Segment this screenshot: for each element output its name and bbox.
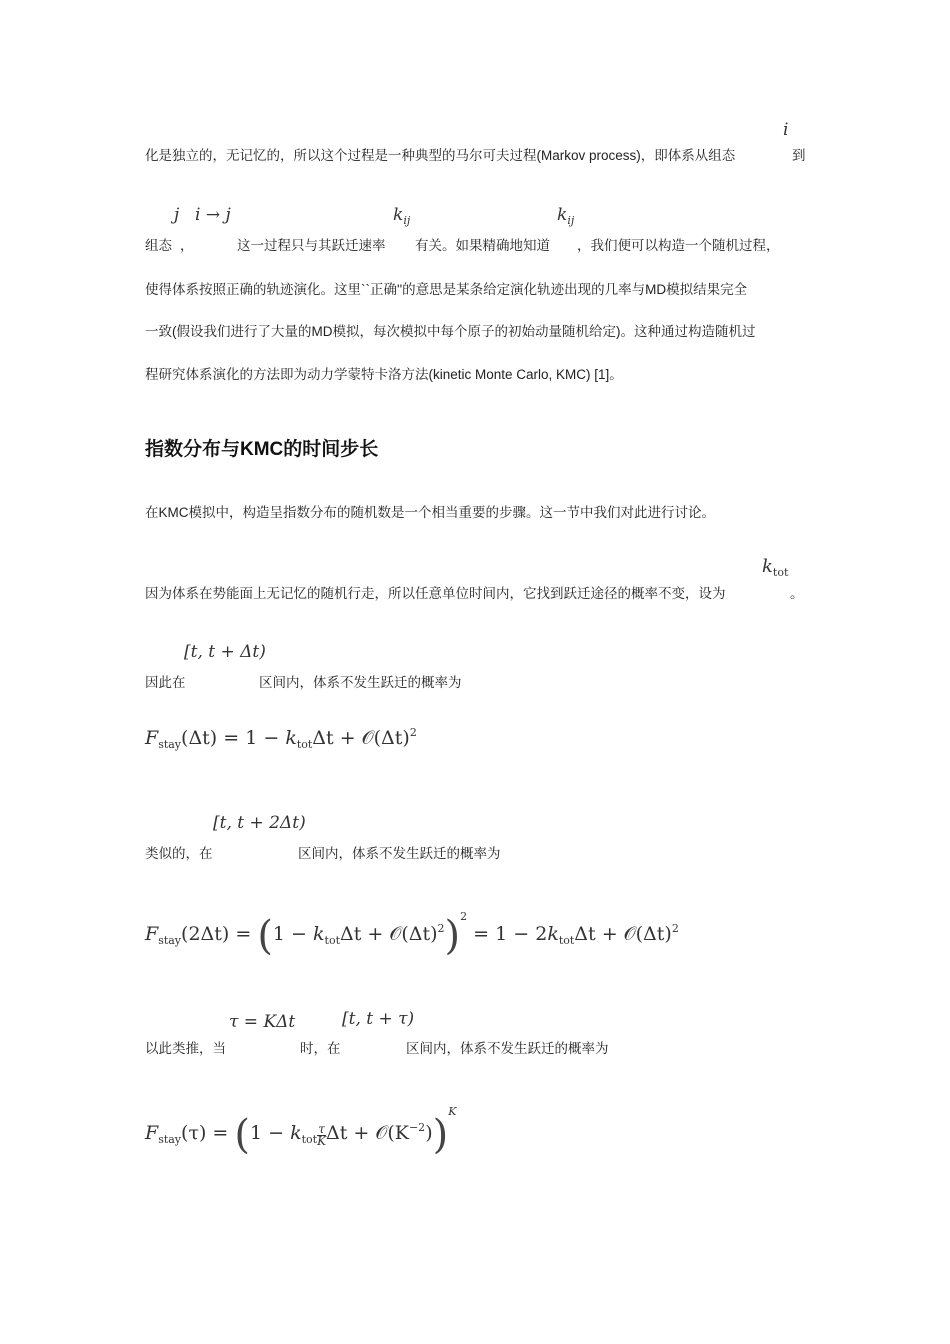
section-intro: 在KMC模拟中，构造呈指数分布的随机数是一个相当重要的步骤。这一节中我们对此进行讨论。 <box>145 505 715 520</box>
interval3-line-a: 以此类推，当 <box>145 1041 226 1056</box>
para1-line2-b: ， <box>180 238 194 253</box>
section-heading: 指数分布与KMC的时间步长 <box>145 439 379 460</box>
math-interval-3: [t, t + τ) <box>342 1009 415 1029</box>
rate-line: 因为体系在势能面上无记忆的随机行走，所以任意单位时间内，它找到跃迁途径的概率不变，设为 <box>145 586 726 601</box>
interval2-line-b: 区间内，体系不发生跃迁的概率为 <box>298 846 501 861</box>
math-interval-2: [t, t + 2Δt) <box>213 813 306 833</box>
math-interval-1: [t, t + Δt) <box>184 642 266 662</box>
math-j: j <box>174 205 180 225</box>
interval3-line-c: 区间内，体系不发生跃迁的概率为 <box>406 1041 609 1056</box>
math-i-to-j: i → j <box>195 205 231 225</box>
para1-line1-end: 到 <box>792 148 806 163</box>
interval3-line-b: 时，在 <box>300 1041 341 1056</box>
para1-line4: 一致(假设我们进行了大量的MD模拟，每次模拟中每个原子的初始动量随机给定)。这种通过构造随机过 <box>145 324 756 339</box>
equation-2: $F_{stay}(2\Delta t) = (1 - k_{tot}\Delta t$ + $𝒪(\Delta t)^2)^2 = 1 - 2k_{tot}\Delta t$ + $𝒪(\Delta t)^2$ <box>145 910 679 959</box>
para1-line3: 使得体系按照正确的轨迹演化。这里``正确''的意思是某条给定演化轨迹出现的几率与MD模拟结果完全 <box>145 282 748 297</box>
math-kij-1: $k_{ij}$ <box>393 205 411 227</box>
interval1-line-a: 因此在 <box>145 675 186 690</box>
math-i: i <box>783 120 789 140</box>
para1-line1: 化是独立的，无记忆的，所以这个过程是一种典型的马尔可夫过程(Markov process)，即体系从组态 <box>145 148 736 163</box>
fraction-tau-over-K: $\frac{\tau}{K}$ <box>317 1122 327 1148</box>
math-ktot: $k_{tot}$ <box>762 556 789 579</box>
para1-line2-a: 组态 <box>145 238 172 253</box>
rate-line-end: 。 <box>790 586 804 601</box>
para1-line5: 程研究体系演化的方法即为动力学蒙特卡洛方法(kinetic Monte Carlo, KMC) [1]。 <box>145 367 623 382</box>
math-tau-def: τ = KΔt <box>229 1012 296 1032</box>
para1-line2-c: 这一过程只与其跃迁速率 <box>237 238 386 253</box>
equation-1: $F_{stay}(\Delta t) = 1 - k_{tot}\Delta t$ + $𝒪(\Delta t)^2$ <box>145 726 417 751</box>
interval2-line-a: 类似的，在 <box>145 846 213 861</box>
para1-line2-d: 有关。如果精确地知道 <box>415 238 550 253</box>
interval1-line-b: 区间内，体系不发生跃迁的概率为 <box>259 675 462 690</box>
equation-3: $F_{stay}(\tau) = (1 - k_{tot}$ $\frac{\tau}{K}$ $\Delta t + 𝒪(K^{-2}))^K$ <box>145 1105 457 1158</box>
para1-line2-e: ，我们便可以构造一个随机过程， <box>577 238 780 253</box>
math-kij-2: $k_{ij}$ <box>557 205 575 227</box>
